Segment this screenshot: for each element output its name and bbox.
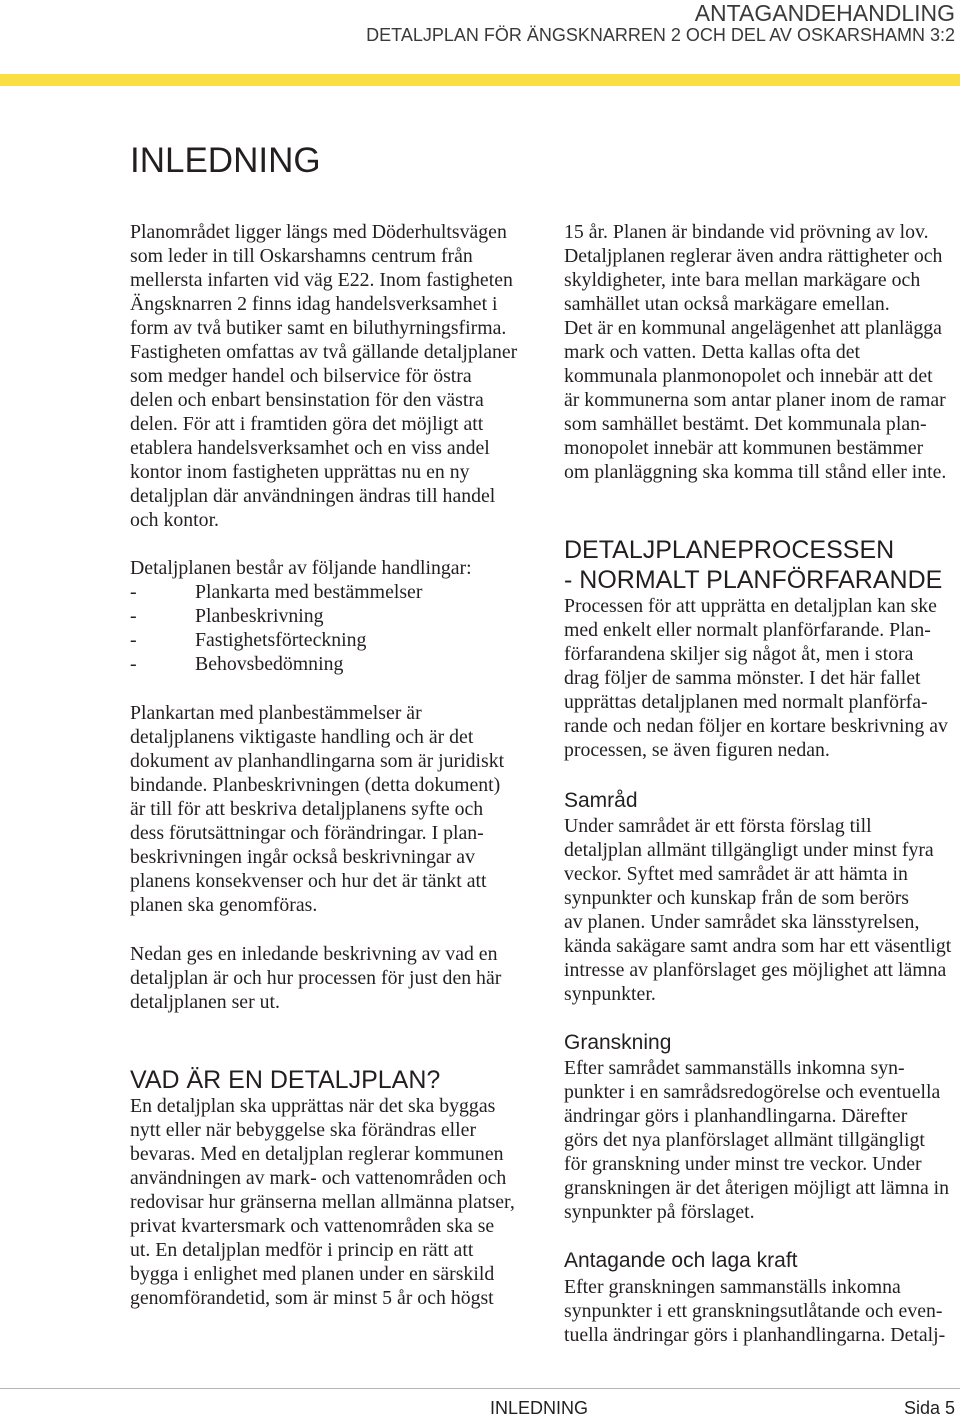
text-line: En detaljplan ska upprättas när det ska byggas: [130, 1095, 496, 1117]
text-line: som medger handel och bilservice för östra: [130, 365, 472, 387]
what-is-heading: VAD ÄR EN DETALJPLAN?: [130, 1066, 441, 1094]
text-line: mellersta infarten vid väg E22. Inom fastigheten: [130, 269, 513, 291]
samrad-heading: Samråd: [564, 789, 638, 812]
list-bullet: -: [130, 653, 137, 675]
text-line: dess förutsättningar och förändringar. I plan-: [130, 822, 484, 844]
text-line: detaljplan där användningen ändras till handel: [130, 485, 496, 507]
text-line: processen, se även figuren nedan.: [564, 739, 830, 761]
list-bullet: -: [130, 629, 137, 651]
text-line: Processen för att upprätta en detaljplan kan ske: [564, 595, 937, 617]
text-line: detaljplanen ser ut.: [130, 991, 280, 1013]
list-item: [130, 604, 472, 628]
text-line: för granskning under minst tre veckor. Under: [564, 1153, 922, 1175]
text-line: bygga i enlighet med planen under en särskild: [130, 1263, 495, 1285]
list-item-label: Behovsbedömning: [195, 653, 344, 675]
text-line: kommunala planmonopolet och innebär att det: [564, 365, 933, 387]
text-line: Plankartan med planbestämmelser är: [130, 702, 422, 724]
text-line: Efter granskningen sammanställs inkomna: [564, 1276, 901, 1298]
documents-intro: Detaljplanen består av följande handlingar:: [130, 557, 472, 579]
text-line: kontor inom fastigheten upprättas nu en ny: [130, 461, 470, 483]
continued-paragraph: [564, 220, 946, 484]
text-line: monopolet innebär att kommunen bestämmer: [564, 437, 924, 459]
intro-paragraph: [130, 220, 517, 532]
text-line: Under samrådet är ett första förslag till: [564, 815, 872, 837]
documents-list: [130, 556, 472, 676]
text-line: Planområdet ligger längs med Döderhultsvägen: [130, 221, 507, 243]
text-line: redovisar hur gränserna mellan allmänna platser,: [130, 1191, 515, 1213]
list-bullet: -: [130, 605, 137, 627]
list-item: [130, 652, 472, 676]
text-line: bevaras. Med en detaljplan reglerar kommunen: [130, 1143, 504, 1165]
text-line: kända sakägare samt andra som har ett väsentligt: [564, 935, 952, 957]
text-line: bindande. Planbeskrivningen (detta dokument): [130, 774, 501, 796]
text-line: Efter samrådet sammanställs inkomna syn-: [564, 1057, 905, 1079]
process-heading-line: - NORMALT PLANFÖRFARANDE: [564, 566, 943, 594]
text-line: Ängsknarren 2 finns idag handelsverksamhet i: [130, 293, 498, 315]
text-line: planen ska genomföras.: [130, 894, 318, 916]
text-line: planens konsekvenser och hur det är tänkt att: [130, 870, 487, 892]
list-item-label: Planbeskrivning: [195, 605, 324, 627]
text-line: ut. En detaljplan medför i princip en rätt att: [130, 1239, 474, 1261]
process-heading: [564, 535, 942, 595]
text-line: nytt eller när bebyggelse ska förändras eller: [130, 1119, 477, 1141]
text-line: 15 år. Planen är bindande vid prövning av lov.: [564, 221, 929, 243]
text-line: veckor. Syftet med samrådet är att hämta in: [564, 863, 908, 885]
page-title: INLEDNING: [130, 141, 321, 180]
text-line: samhället utan också markägare emellan.: [564, 293, 890, 315]
text-line: som leder in till Oskarshamns centrum från: [130, 245, 473, 267]
text-line: Nedan ges en inledande beskrivning av vad en: [130, 943, 498, 965]
list-item: [130, 580, 472, 604]
document-title: DETALJPLAN FÖR ÄNGSKNARREN 2 OCH DEL AV OSKARSHAMN 3:2: [366, 25, 955, 45]
text-line: form av två butiker samt en biluthyrningsfirma.: [130, 317, 507, 339]
text-line: rande och nedan följer en kortare beskrivning av: [564, 715, 948, 737]
text-line: upprättas detaljplanen med normalt planförfa-: [564, 691, 928, 713]
text-line: genomförandetid, som är minst 5 år och högst: [130, 1287, 494, 1309]
text-line: beskrivningen ingår också beskrivningar av: [130, 846, 475, 868]
list-item-label: Fastighetsförteckning: [195, 629, 367, 651]
footer-section: INLEDNING: [490, 1398, 589, 1418]
list-bullet: -: [130, 581, 137, 603]
text-line: delen. För att i framtiden göra det möjligt att: [130, 413, 484, 435]
samrad-paragraph: [564, 814, 951, 1006]
text-line: och kontor.: [130, 509, 220, 531]
text-line: drag följer de samma mönster. I det här fallet: [564, 667, 921, 689]
process-heading-line: DETALJPLANEPROCESSEN: [564, 536, 895, 564]
text-line: etablera handelsverksamhet och en viss andel: [130, 437, 490, 459]
footer-divider: [0, 1388, 960, 1389]
text-line: mark och vatten. Detta kallas ofta det: [564, 341, 861, 363]
antagande-heading: Antagande och laga kraft: [564, 1249, 798, 1272]
text-line: punkter i en samrådsredogörelse och eventuella: [564, 1081, 941, 1103]
text-line: tuella ändringar görs i planhandlingarna. Detalj-: [564, 1324, 946, 1346]
text-line: detaljplanens viktigaste handling och är det: [130, 726, 474, 748]
text-line: synpunkter och kunskap från de som berörs: [564, 887, 909, 909]
text-line: intresse av planförslaget ges möjlighet att lämna: [564, 959, 947, 981]
text-line: Det är en kommunal angelägenhet att planlägga: [564, 317, 942, 339]
text-line: skyldigheter, inte bara mellan markägare och: [564, 269, 921, 291]
text-line: av planen. Under samrådet ska länsstyrelsen,: [564, 911, 920, 933]
text-line: synpunkter på förslaget.: [564, 1201, 755, 1223]
accent-bar: [0, 74, 960, 86]
granskning-paragraph: [564, 1056, 949, 1224]
list-item-label: Plankarta med bestämmelser: [195, 581, 423, 603]
document-type: ANTAGANDEHANDLING: [694, 0, 955, 26]
text-line: synpunkter.: [564, 983, 656, 1005]
text-line: är till för att beskriva detaljplanens syfte och: [130, 798, 484, 820]
text-line: ändringar görs i planhandlingarna. Därefter: [564, 1105, 908, 1127]
nedan-paragraph: [130, 942, 501, 1014]
text-line: med enkelt eller normalt planförfarande. Plan-: [564, 619, 931, 641]
text-line: om planläggning ska komma till stånd eller inte.: [564, 461, 947, 483]
text-line: granskningen är det återigen möjligt att lämna in: [564, 1177, 950, 1199]
text-line: dokument av planhandlingarna som är juridiskt: [130, 750, 505, 772]
text-line: Fastigheten omfattas av två gällande detaljplaner: [130, 341, 518, 363]
text-line: som samhället bestämt. Det kommunala plan-: [564, 413, 927, 435]
text-line: görs det nya planförslaget allmänt tillgängligt: [564, 1129, 925, 1151]
text-line: förfarandena skiljer sig något åt, men i stora: [564, 643, 914, 665]
text-line: delen och enbart bensinstation för den västra: [130, 389, 484, 411]
text-line: Detaljplanen reglerar även andra rättigheter och: [564, 245, 943, 267]
process-paragraph: [564, 594, 948, 762]
text-line: privat kvartersmark och vattenområden ska se: [130, 1215, 495, 1237]
text-line: detaljplan allmänt tillgängligt under minst fyra: [564, 839, 934, 861]
list-item: [130, 628, 472, 652]
plankarta-paragraph: [130, 701, 504, 917]
antagande-paragraph: [564, 1275, 945, 1347]
text-line: detaljplan är och hur processen för just den här: [130, 967, 502, 989]
granskning-heading: Granskning: [564, 1031, 672, 1054]
text-line: användningen av mark- och vattenområden och: [130, 1167, 507, 1189]
what-is-paragraph: [130, 1094, 515, 1310]
text-line: synpunkter i ett granskningsutlåtande och even-: [564, 1300, 943, 1322]
page-number: Sida 5: [903, 1398, 955, 1418]
text-line: är kommunerna som antar planer inom de ramar: [564, 389, 946, 411]
